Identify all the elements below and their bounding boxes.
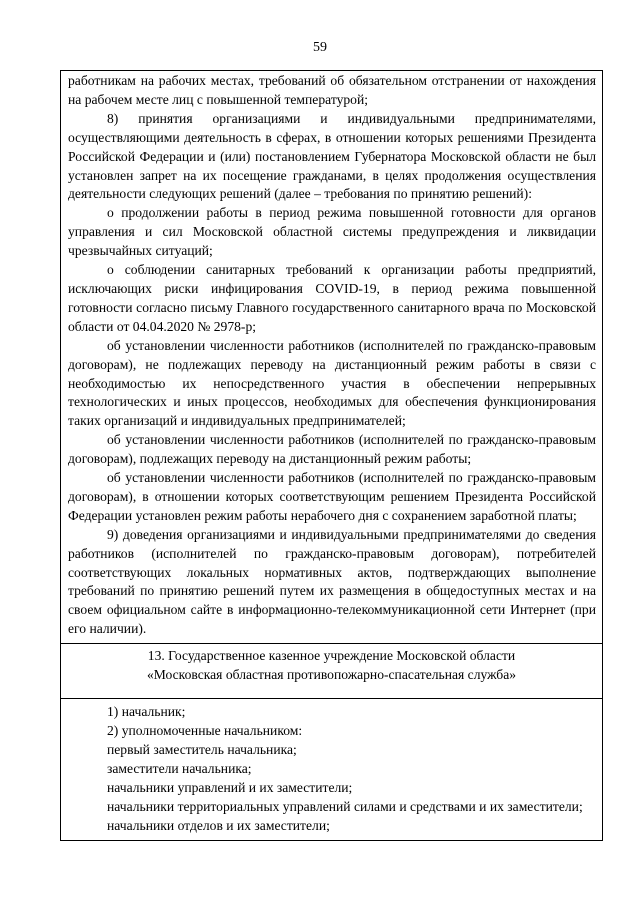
list-item: начальники управлений и их заместители; <box>107 779 353 795</box>
page-number: 59 <box>313 40 327 55</box>
list-item: первый заместитель начальника; <box>107 742 297 757</box>
paragraph-remote-staff: об установлении численности работников (исполнителей по гражданско-правовым договорам), подлежащих переводу на дистанционный режим работы; <box>68 432 596 467</box>
list-item: 1) начальник; <box>107 704 186 720</box>
paragraph-sanitary: о соблюдении санитарных требований к организации работы предприятий, исключающих риски инфицирования COVID-19, в период режима повышенной готовности согласно письму Главного государственного санитарного врача по Московской области от 04.04.2020 № 2978-р; <box>68 262 596 334</box>
paragraph-nonworking-staff: об установлении численности работников (исполнителей по гражданско-правовым договорам), в отношении которых соответствующим решением Президента Российской Федерации установлен режим работы нерабочего дня с сохранением заработной платы; <box>68 470 596 523</box>
officials-list-cell <box>61 698 602 839</box>
list-item: начальники территориальных управлений силами и средствами и их заместители; <box>107 798 583 814</box>
paragraph-continue-work: о продолжении работы в период режима повышенной готовности для органов управления и сил Московской областной системы предупреждения и ликвидации чрезвычайных ситуаций; <box>68 205 596 259</box>
paragraph-item-8: 8) принятия организациями и индивидуальными предпринимателями, осуществляющими деятельность в сферах, в отношении которых решениями Президента Российской Федерации и (или) постановлением Губернатора Московской области не был установлен запрет на их посещение гражданами, в целях продолжения осуществления деятельности следующих решений (далее – требования по принятию решений): <box>68 110 596 202</box>
list-item: заместители начальника; <box>107 760 252 776</box>
list-item: начальники отделов и их заместители; <box>107 817 330 833</box>
list-item: 2) уполномоченные начальником: <box>107 723 303 739</box>
paragraph-onsite-staff: об установлении численности работников (исполнителей по гражданско-правовым договорам), не подлежащих переводу на дистанционный режим работы в связи с необходимостью их непосредственного участия в обеспечении непрерывных технологических и иных процессов, необходимых для обеспечения функционирования таких организаций и индивидуальных предпринимателей; <box>68 337 596 429</box>
paragraph-continuation: работникам на рабочих местах, требований об обязательном отстранении от нахождения на рабочем месте лиц с повышенной температурой; <box>68 73 596 107</box>
requirements-cell <box>61 71 602 643</box>
document-table <box>60 70 603 841</box>
paragraph-item-9: 9) доведения организациями и индивидуальными предпринимателями до сведения работников (исполнителей по гражданско-правовым договорам), потребителей соответствующих локальных нормативных актов, подтверждающих выполнение требований по принятию решений путем их размещения в общедоступных местах и на своем официальном сайте в информационно-телекоммуникационной сети Интернет (при его наличии). <box>68 526 596 637</box>
organization-title-cell <box>61 643 602 698</box>
organization-title-line-2: «Московская областная противопожарно-спасательная служба» <box>146 666 517 682</box>
organization-title-line-1: 13. Государственное казенное учреждение Московской области <box>147 648 516 664</box>
